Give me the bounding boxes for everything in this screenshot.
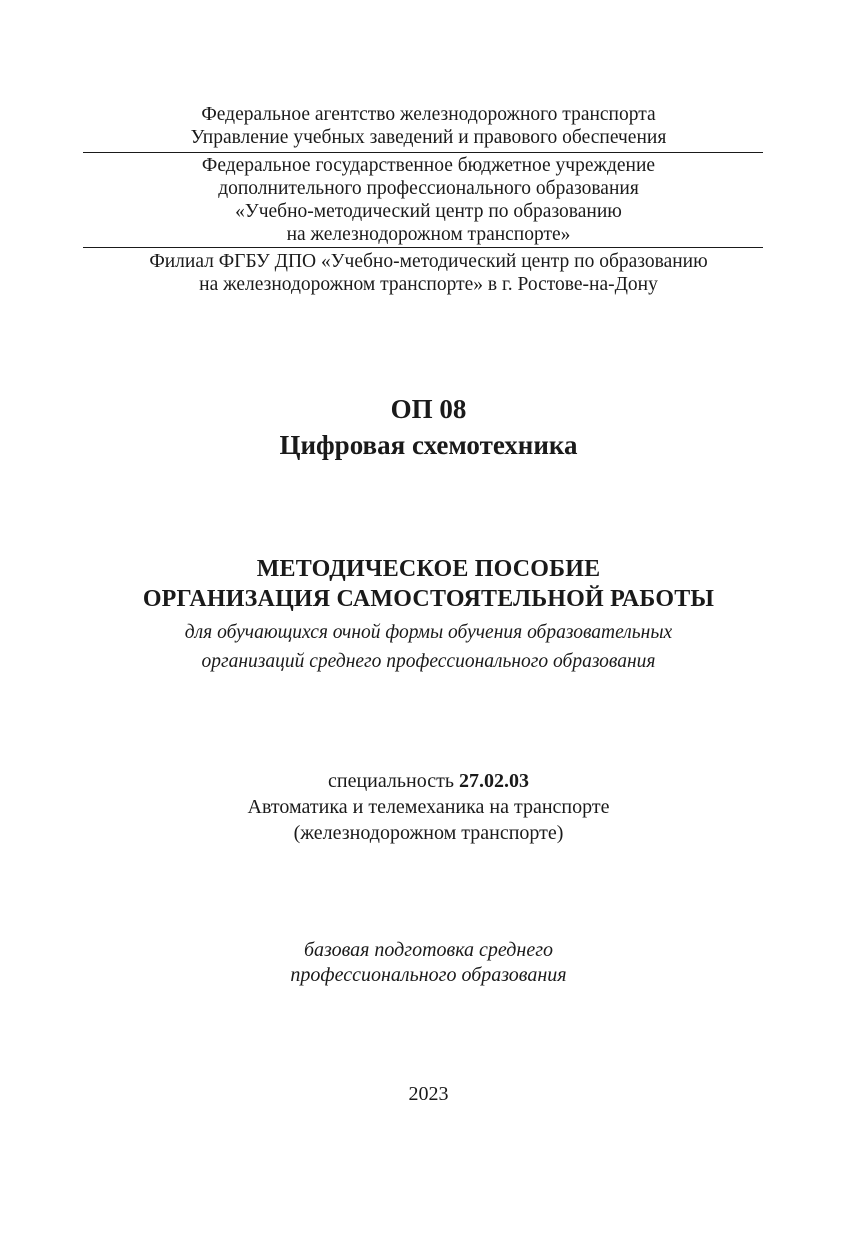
specialty-name-line: Автоматика и телемеханика на транспорте — [247, 796, 610, 818]
specialty-heading — [0, 768, 857, 794]
agency-line: Федеральное агентство железнодорожного транспорта — [201, 104, 656, 125]
institution-line: дополнительного профессионального образования — [218, 178, 639, 199]
specialty-label: специальность — [328, 770, 454, 792]
audience-line: организаций среднего профессионального образования — [201, 651, 656, 672]
level-block — [0, 938, 857, 988]
agency-block — [0, 103, 857, 149]
audience-line: для обучающихся очной формы обучения образовательных — [184, 622, 673, 643]
level-line: базовая подготовка среднего — [303, 939, 554, 961]
title-block — [0, 391, 857, 463]
document-type-block — [0, 554, 857, 614]
branch-line: Филиал ФГБУ ДПО «Учебно-методический центр по образованию — [149, 251, 708, 272]
header-divider — [83, 247, 763, 248]
branch-line: на железнодорожном транспорте» в г. Ростове-на-Дону — [199, 274, 658, 295]
agency-line: Управление учебных заведений и правового обеспечения — [190, 127, 667, 148]
document-type-line: МЕТОДИЧЕСКОЕ ПОСОБИЕ — [256, 556, 601, 582]
specialty-code: 27.02.03 — [458, 770, 529, 792]
audience-block — [0, 618, 857, 676]
specialty-name-line: (железнодорожном транспорте) — [293, 822, 564, 844]
institution-block — [0, 154, 857, 246]
specialty-block — [0, 768, 857, 846]
publication-year: 2023 — [408, 1083, 449, 1105]
level-line: профессионального образования — [290, 964, 567, 986]
document-type-line: ОРГАНИЗАЦИЯ САМОСТОЯТЕЛЬНОЙ РАБОТЫ — [142, 586, 715, 612]
institution-line: Федеральное государственное бюджетное учреждение — [201, 155, 656, 176]
branch-block — [0, 250, 857, 296]
header-divider — [83, 152, 763, 153]
year-block — [0, 1081, 857, 1107]
institution-line: «Учебно-методический центр по образованию — [235, 201, 622, 222]
course-name: Цифровая схемотехника — [279, 430, 578, 460]
course-code: ОП 08 — [390, 394, 467, 424]
institution-line: на железнодорожном транспорте» — [286, 224, 571, 245]
